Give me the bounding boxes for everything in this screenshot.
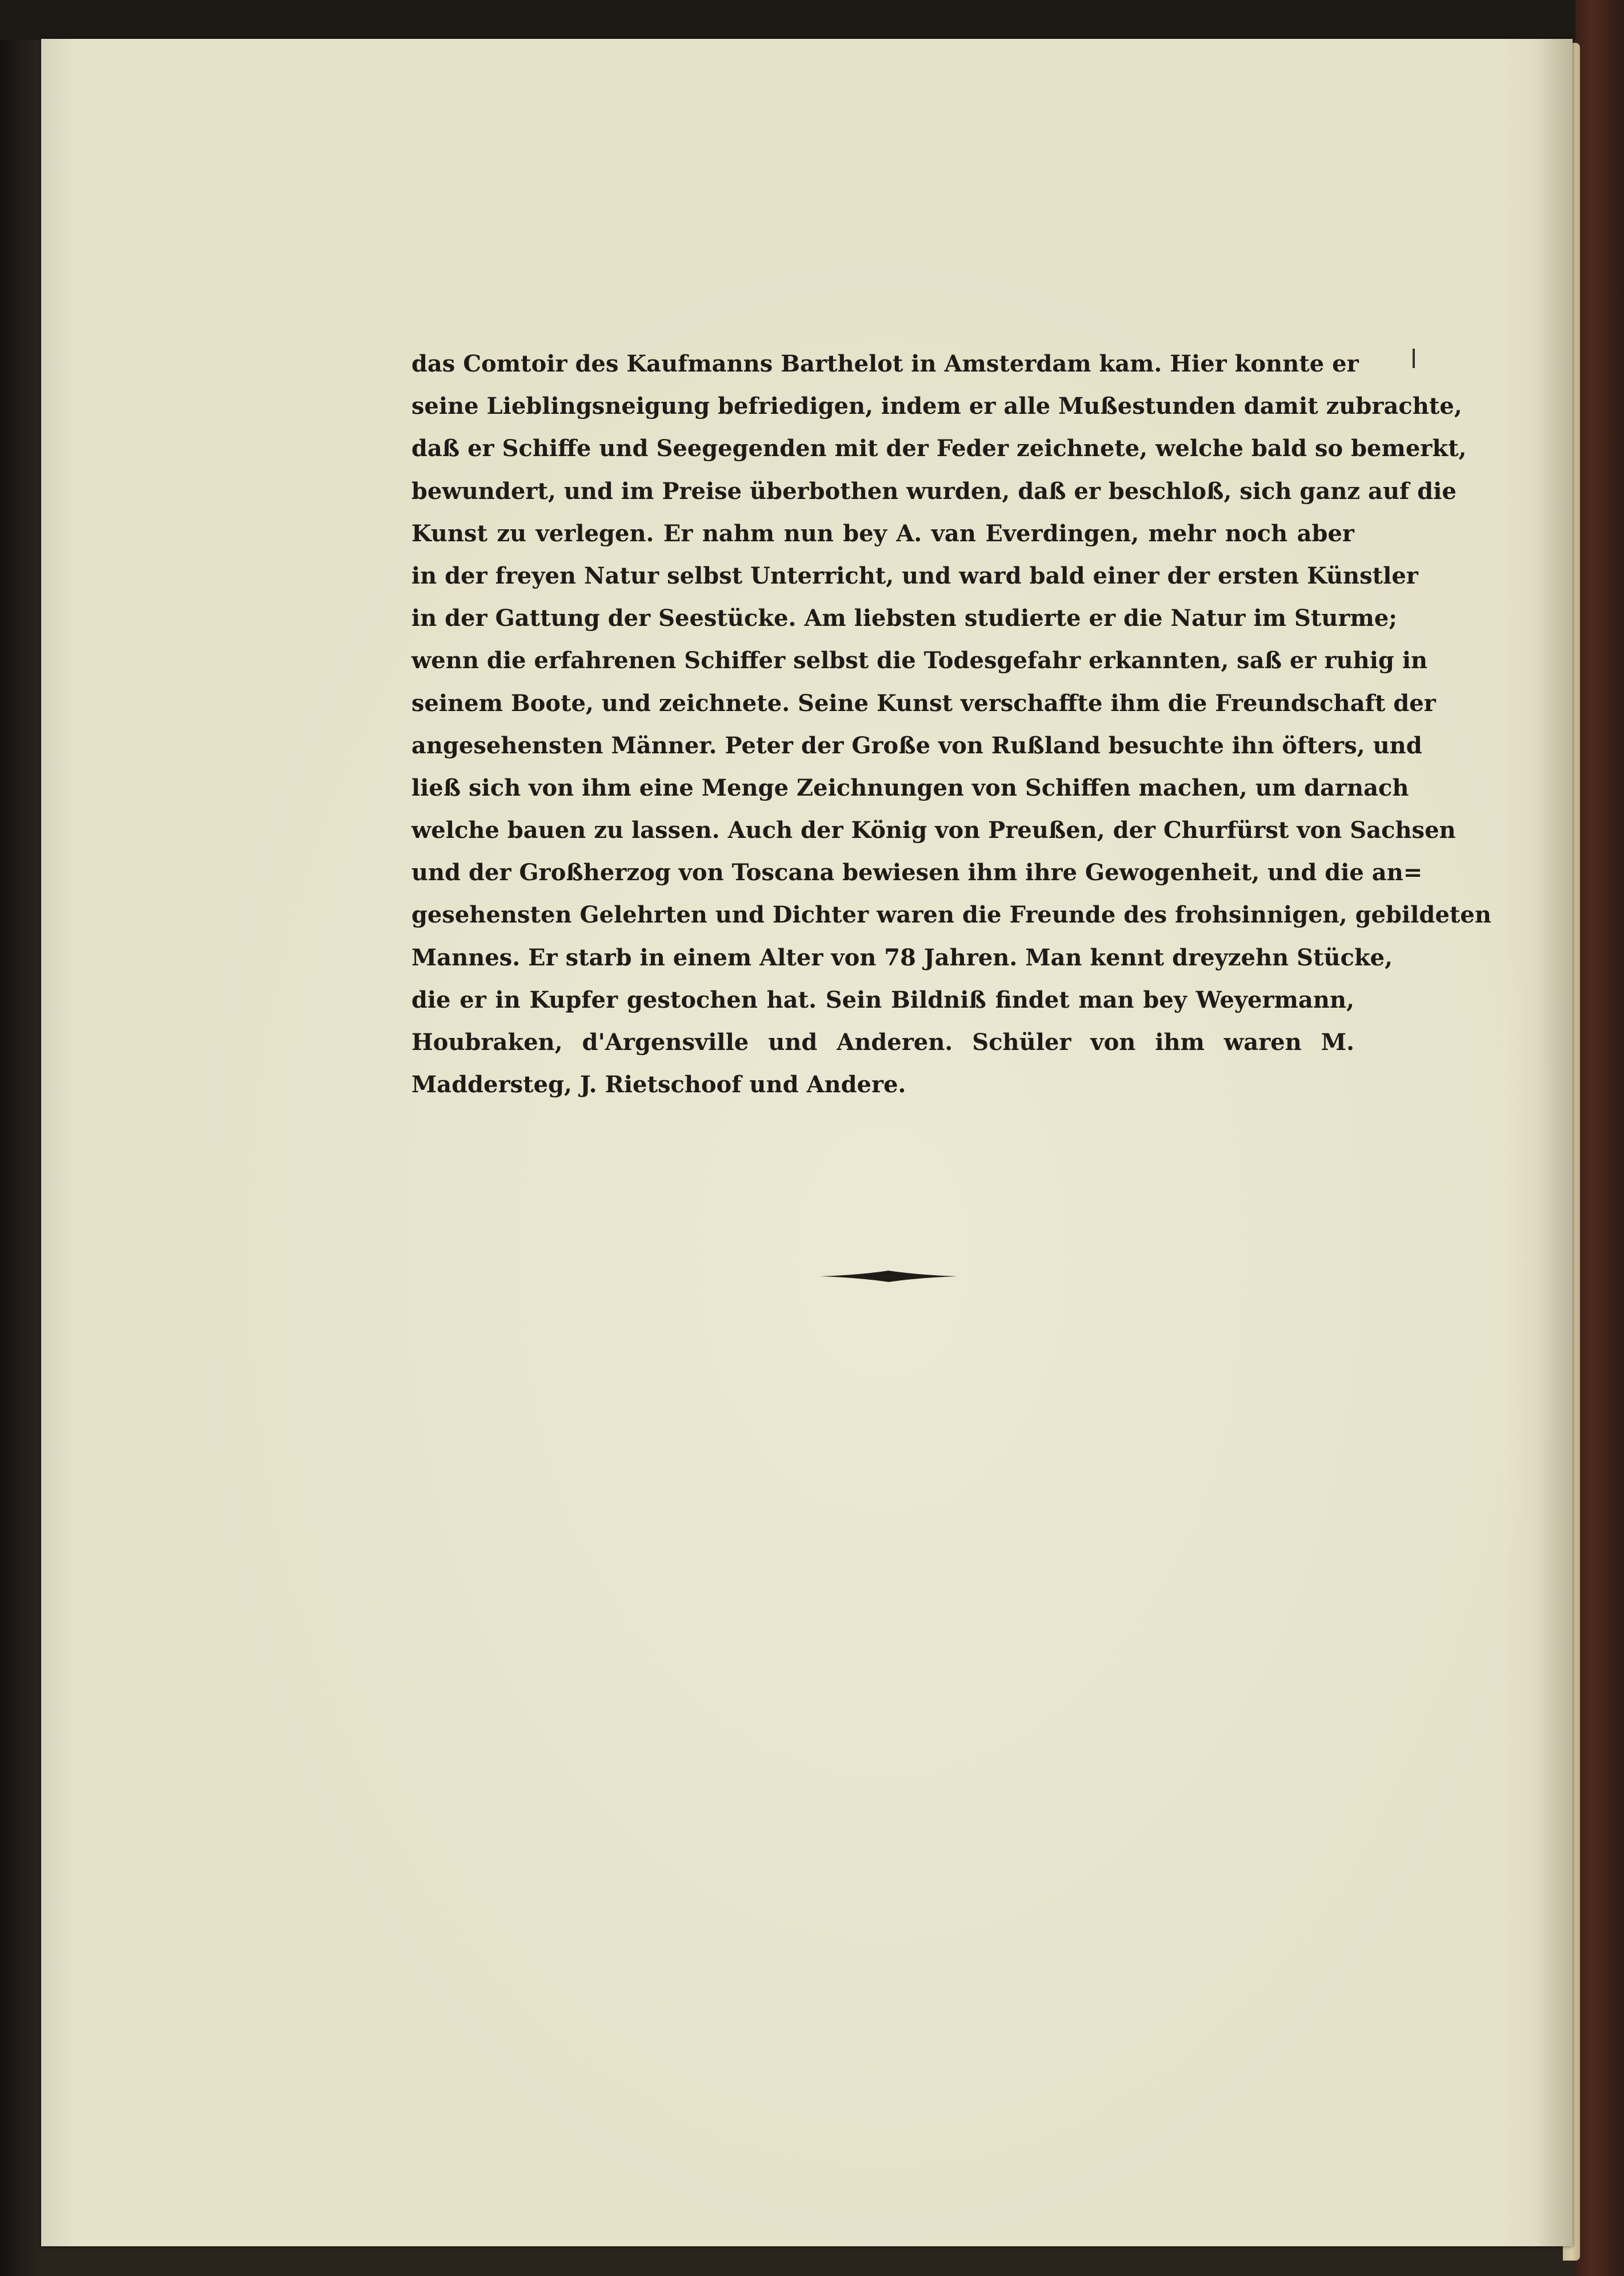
text-line: und der Großherzog von Toscana bewiesen ihm ihre Gewogenheit, und die an=	[411, 859, 1423, 887]
text-line: die er in Kupfer gestochen hat. Sein Bildniß findet man bey Weyermann,	[411, 986, 1354, 1013]
text-line: Mannes. Er starb in einem Alter von 78 Jahren. Man kennt dreyzehn Stücke,	[411, 944, 1393, 971]
margin-mark	[1413, 349, 1415, 368]
text-line: in der Gattung der Seestücke. Am liebsten studierte er die Natur im Sturme;	[411, 605, 1398, 632]
text-line: seinem Boote, und zeichnete. Seine Kunst verschaffte ihm die Freundschaft der	[411, 689, 1436, 717]
end-ornament-icon	[820, 1269, 957, 1284]
text-line: das Comtoir des Kaufmanns Barthelot in Amsterdam kam. Hier konnte er	[411, 350, 1359, 377]
text-line: welche bauen zu lassen. Auch der König von Preußen, der Churfürst von Sachsen	[411, 817, 1456, 844]
text-line: Houbraken, d'Argensville und Anderen. Schüler von ihm waren M.	[411, 1029, 1354, 1056]
text-line: in der freyen Natur selbst Unterricht, und ward bald einer der ersten Künstler	[411, 562, 1418, 589]
text-line: wenn die erfahrenen Schiffer selbst die Todesgefahr erkannten, saß er ruhig in	[411, 647, 1428, 674]
text-line: gesehensten Gelehrten und Dichter waren die Freunde des frohsinnigen, gebildeten	[411, 901, 1491, 929]
page-gutter-shadow	[1537, 39, 1573, 2246]
text-line: angesehensten Männer. Peter der Große von Rußland besuchte ihn öfters, und	[411, 732, 1422, 759]
text-line: daß er Schiffe und Seegegenden mit der Feder zeichnete, welche bald so bemerkt,	[411, 435, 1467, 462]
scan-top-edge	[0, 0, 1624, 40]
text-line: Kunst zu verlegen. Er nahm nun bey A. van Everdingen, mehr noch aber	[411, 520, 1354, 547]
text-line: Maddersteg, J. Rietschoof und Andere.	[411, 1071, 906, 1099]
body-paragraph	[411, 343, 1491, 1106]
book-binding-edge	[1575, 0, 1624, 2276]
text-line: bewundert, und im Preise überbothen wurden, daß er beschloß, sich ganz auf die	[411, 477, 1457, 505]
text-line: ließ sich von ihm eine Menge Zeichnungen von Schiffen machen, um darnach	[411, 774, 1409, 801]
text-line: seine Lieblingsneigung befriedigen, indem er alle Mußestunden damit zubrachte,	[411, 393, 1462, 420]
